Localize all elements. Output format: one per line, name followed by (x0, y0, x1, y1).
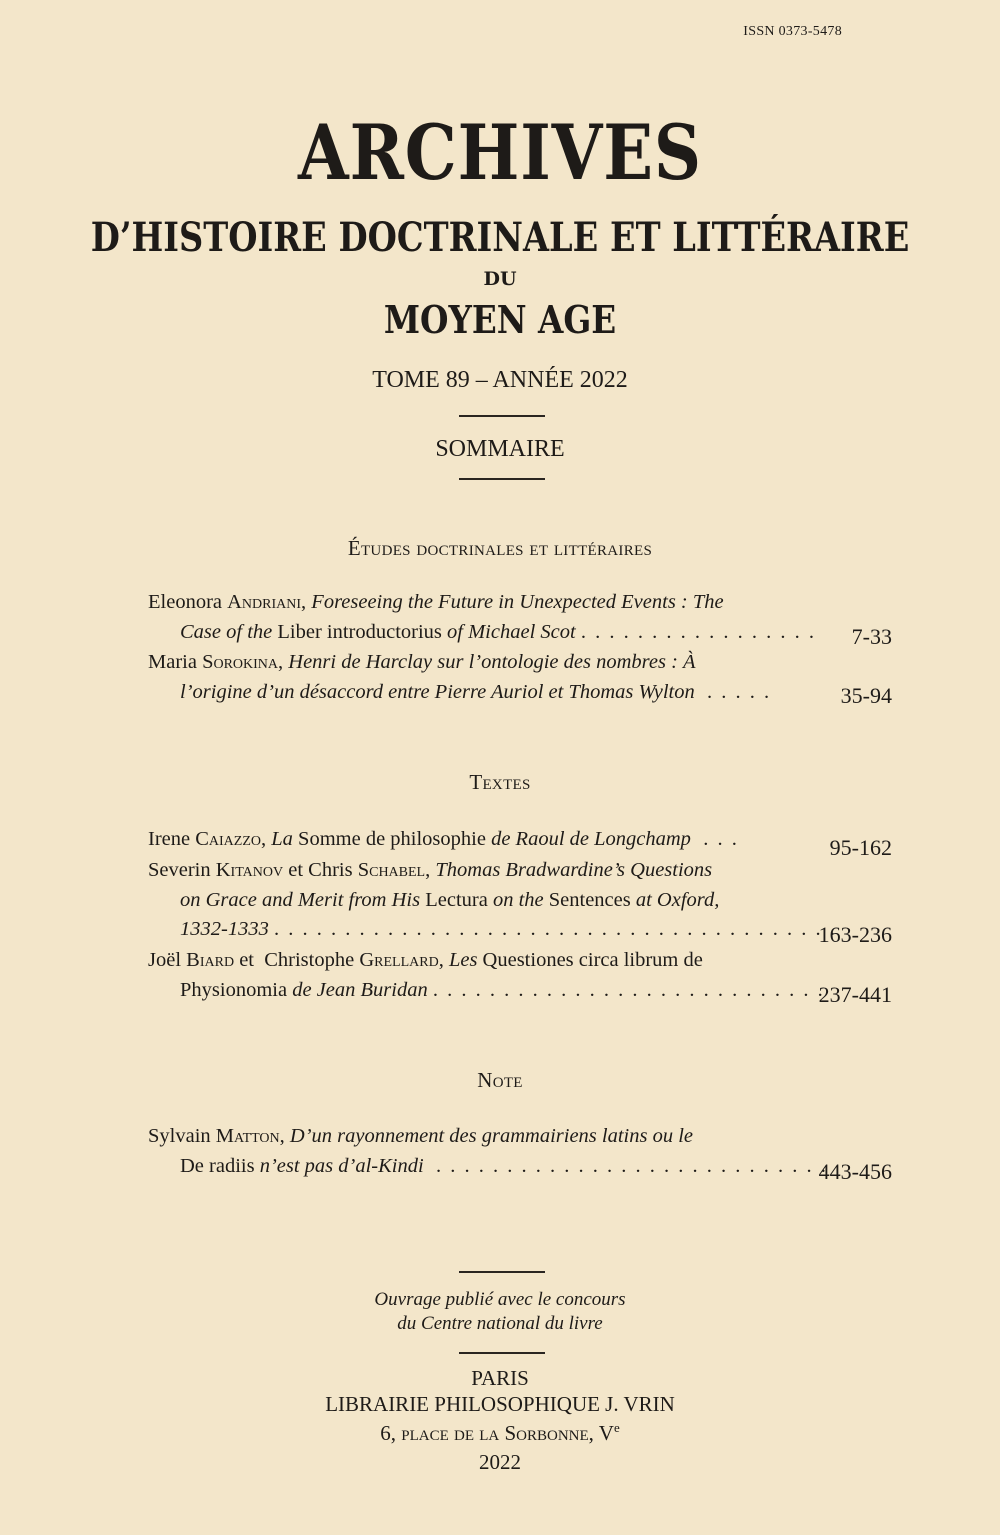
volume-year: TOME 89 – ANNÉE 2022 (372, 367, 628, 393)
page-range: 237-441 (818, 982, 892, 1007)
page-range: 163-236 (818, 922, 892, 947)
section-heading-textes: Textes (469, 770, 531, 794)
page-range: 443-456 (818, 1159, 892, 1184)
toc-entry: Eleonora Andriani, Foreseeing the Future in Unexpected Events : The Case of the Liber introductorius of Michael Scot . . . . . . . . . . . . . . . . . (148, 591, 816, 643)
journal-subtitle-moyen-age: MOYEN AGE (383, 297, 617, 342)
author-surname: Schabel (357, 859, 426, 881)
journal-subtitle-du: DU (483, 268, 517, 290)
page-range: 95-162 (829, 835, 892, 860)
toc-entry: Sylvain Matton, D’un rayonnement des grammairiens latins ou le De radiis n’est pas d’al-Kindi . . . . . . . . . . . . . . . . . . . . . . . . . . . . (148, 1125, 828, 1177)
toc-entry: Joël Biard et Christophe Grellard, Les Questiones circa librum de Physionomia de Jean Buridan . . . . . . . . . . . . . . . . . . . . . . . . . . . . (148, 949, 825, 1001)
journal-title: ARCHIVES (297, 108, 702, 197)
author-surname: Grellard (359, 949, 439, 971)
divider (459, 415, 545, 417)
toc-entry: Severin Kitanov et Chris Schabel, Thomas Bradwardine’s Questions on Grace and Merit from His Lectura on the Sentences at Oxford, 1332-1333 . . . . . . . . . . . . . . . . . . . . . . . . . . . . . . . . . . . . . . . . (148, 859, 837, 940)
divider (459, 1271, 545, 1273)
author-surname: Caiazzo (195, 828, 262, 850)
author-surname: Kitanov (215, 859, 284, 881)
publisher-address: 6, place de la Sorbonne, Ve (380, 1420, 620, 1445)
issn-number: ISSN 0373-5478 (743, 24, 842, 39)
divider (459, 478, 545, 480)
support-note-line1: Ouvrage publié avec le concours (374, 1289, 626, 1310)
publisher-city: PARIS (471, 1366, 529, 1390)
publication-year: 2022 (479, 1450, 521, 1474)
journal-subtitle: D’HISTOIRE DOCTRINALE ET LITTÉRAIRE (90, 214, 910, 261)
page-range: 35-94 (840, 683, 892, 708)
author-surname: Sorokina (202, 651, 279, 673)
author-surname: Matton (215, 1125, 280, 1147)
author-surname: Biard (186, 949, 235, 971)
section-heading-etudes: Études doctrinales et littéraires (347, 536, 653, 560)
publisher-name: LIBRAIRIE PHILOSOPHIQUE J. VRIN (325, 1392, 675, 1416)
contents-heading: SOMMAIRE (435, 436, 565, 462)
support-note-line2: du Centre national du livre (397, 1313, 603, 1334)
divider (459, 1352, 545, 1354)
section-heading-note: Note (477, 1068, 523, 1092)
page-range: 7-33 (851, 624, 892, 649)
toc-entry: Irene Caiazzo, La Somme de philosophie de Raoul de Longchamp . . . (148, 828, 739, 850)
toc-entry: Maria Sorokina, Henri de Harclay sur l’ontologie des nombres : À l’origine d’un désaccord entre Pierre Auriol et Thomas Wylton . . . . . (148, 651, 772, 703)
author-surname: Andriani (227, 591, 302, 613)
